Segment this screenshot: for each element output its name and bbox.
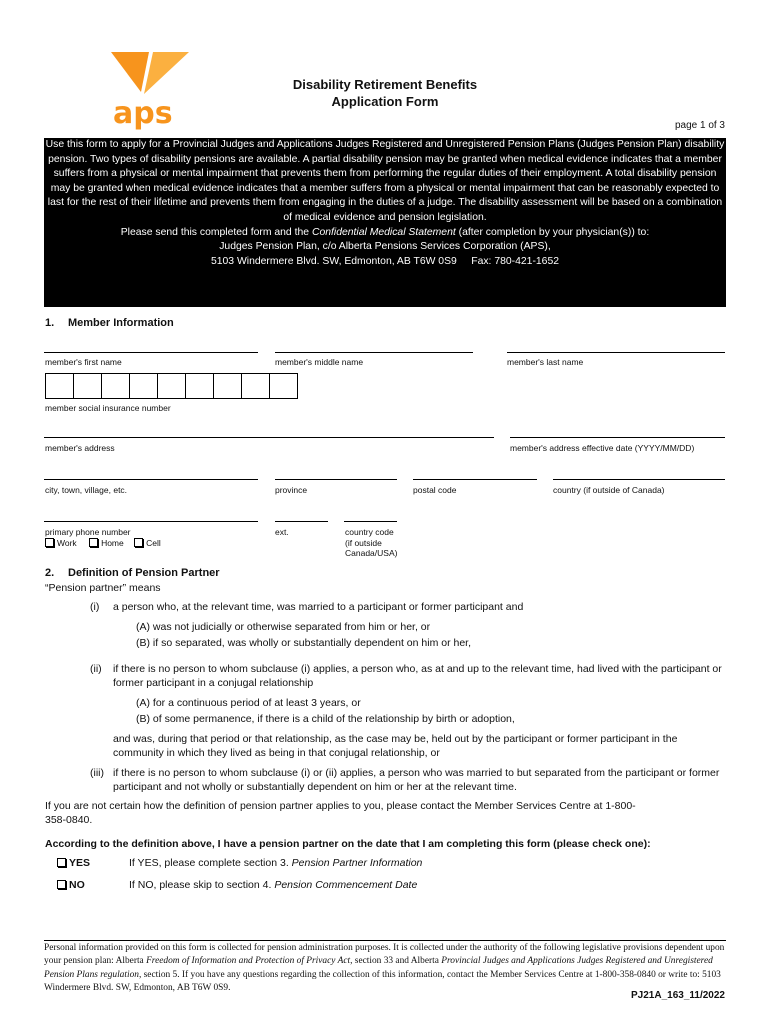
address-date-label: member's address effective date (YYYY/MM/DD) bbox=[510, 443, 695, 453]
work-label: Work bbox=[57, 538, 77, 548]
last-name-input[interactable] bbox=[507, 352, 725, 353]
address-input[interactable] bbox=[44, 437, 494, 438]
home-checkbox[interactable] bbox=[89, 538, 98, 547]
no-option[interactable] bbox=[57, 878, 85, 892]
postal-code-label: postal code bbox=[413, 485, 457, 495]
form-title-line2: Application Form bbox=[331, 94, 439, 109]
no-checkbox[interactable] bbox=[57, 880, 66, 889]
cell-label: Cell bbox=[146, 538, 161, 548]
clause-ii-and: and was, during that period or that relationship, as the case may be, held out by the participant or former participant in the community in which they lived as being in that conjugal relationship, or bbox=[113, 733, 678, 759]
sin-digit-box[interactable] bbox=[45, 373, 73, 399]
send-address-line2: 5103 Windermere Blvd. SW, Edmonton, AB T6W 0S9 Fax: 780-421-1652 bbox=[210, 255, 560, 267]
pension-partner-means: “Pension partner” means bbox=[45, 582, 161, 594]
clause-i-b: (B) if so separated, was wholly or substantially dependent on him or her, bbox=[136, 637, 472, 649]
province-input[interactable] bbox=[275, 479, 397, 480]
yes-instruction: If YES, please complete section 3. Pension Partner Information bbox=[129, 857, 423, 869]
work-checkbox[interactable] bbox=[45, 538, 54, 547]
address-label: member's address bbox=[45, 443, 115, 453]
phone-type-options bbox=[45, 538, 161, 548]
send-instructions: Please send this completed form and the Confidential Medical Statement (after completion by your physician(s)) to: bbox=[120, 226, 650, 238]
no-instruction: If NO, please skip to section 4. Pension Commencement Date bbox=[129, 879, 418, 891]
sin-input[interactable] bbox=[45, 373, 298, 397]
city-input[interactable] bbox=[44, 479, 258, 480]
clause-i-a: (A) was not judicially or otherwise separated from him or her, or bbox=[136, 621, 431, 633]
first-name-label: member's first name bbox=[45, 357, 122, 367]
ext-input[interactable] bbox=[275, 521, 328, 522]
sin-digit-box[interactable] bbox=[185, 373, 213, 399]
phone-input[interactable] bbox=[44, 521, 258, 522]
city-label: city, town, village, etc. bbox=[45, 485, 128, 495]
page-number: page 1 of 3 bbox=[674, 120, 725, 131]
aps-logo-icon bbox=[111, 52, 191, 102]
section1-heading: Member Information bbox=[68, 317, 174, 329]
phone-label: primary phone number bbox=[45, 527, 131, 537]
clause-iii-text: if there is no person to whom subclause (i) or (ii) applies, a person who was married to but separated from the participant or former participant and not wholly or substantially dependent on him or her at the relevant time. bbox=[113, 767, 720, 793]
middle-name-label: member's middle name bbox=[275, 357, 364, 367]
last-name-label: member's last name bbox=[507, 357, 584, 367]
according-statement: According to the definition above, I have a pension partner on the date that I am completing this form (please check one): bbox=[45, 838, 651, 850]
country-input[interactable] bbox=[553, 479, 725, 480]
postal-code-input[interactable] bbox=[413, 479, 537, 480]
country-code-input[interactable] bbox=[344, 521, 397, 522]
uncertain-note: If you are not certain how the definition of pension partner applies to you, please contact the Member Services Centre at 1-800-358-0840. bbox=[45, 800, 636, 826]
aps-logo-text: aps bbox=[113, 96, 173, 131]
no-label: NO bbox=[69, 879, 85, 891]
clause-i-text: a person who, at the relevant time, was married to a participant or former participant and bbox=[113, 601, 524, 613]
middle-name-input[interactable] bbox=[275, 352, 473, 353]
sin-digit-box[interactable] bbox=[241, 373, 269, 399]
form-code: PJ21A_163_11/2022 bbox=[631, 990, 725, 1001]
form-title-line1: Disability Retirement Benefits bbox=[292, 77, 478, 92]
sin-digit-box[interactable] bbox=[157, 373, 185, 399]
section2-number: 2. bbox=[45, 567, 55, 579]
intro-paragraph: Use this form to apply for a Provincial Judges and Applications Judges Registered and Unregistered Pension Plans (Judges Pension Plan) disability pension. Two types of disability pensions are available. A partial disability pension may be granted when medical evidence indicates that a member suffers from a physical or mental impairment that prevents them from performing the regular duties of their employment. A total disability pension may be granted when medical evidence indicates that a member suffers from a physical or mental impairment that can be reasonably expected to last for the rest of their lifetime and prevents them from engaging in the duties of a judge. The disability assessment will be based on a combination of medical evidence and pension legislation. bbox=[45, 139, 725, 223]
first-name-input[interactable] bbox=[44, 352, 258, 353]
clause-i-number: (i) bbox=[90, 601, 100, 613]
cell-checkbox[interactable] bbox=[134, 538, 143, 547]
province-label: province bbox=[275, 485, 308, 495]
ext-label: ext. bbox=[275, 527, 289, 537]
section1-number: 1. bbox=[45, 317, 55, 329]
send-address-line1: Judges Pension Plan, c/o Alberta Pensions Services Corporation (APS), bbox=[219, 241, 551, 253]
home-label: Home bbox=[101, 538, 124, 548]
country-code-label: country code (if outside Canada/USA) bbox=[345, 527, 398, 558]
sin-digit-box[interactable] bbox=[101, 373, 129, 399]
address-date-input[interactable] bbox=[510, 437, 725, 438]
clause-ii-text: if there is no person to whom subclause (i) applies, a person who, as at and up to the relevant time, had lived with the participant or former participant in a conjugal relationship bbox=[113, 663, 722, 689]
clause-iii-number: (iii) bbox=[90, 767, 104, 779]
sin-digit-box[interactable] bbox=[213, 373, 241, 399]
section2-heading: Definition of Pension Partner bbox=[68, 567, 220, 579]
sin-digit-box[interactable] bbox=[269, 373, 298, 399]
clause-ii-b: (B) of some permanence, if there is a child of the relationship by birth or adoption, bbox=[136, 713, 515, 725]
sin-digit-box[interactable] bbox=[129, 373, 157, 399]
privacy-notice: Personal information provided on this form is collected for pension administration purposes. It is collected under the authority of the following legislative provisions dependent upon your pension plan: Alberta Freedom of Information and Protection of Privacy Act, section 33 and Alberta Provincial Judges and Applications Judges Registered and Unregistered Pension Plans regulation, section 5. If you have any questions regarding the collection of this information, contact the Member Services Centre at 1-800-358-0840 or write to: 5103 Windermere Blvd. SW, Edmonton, AB T6W 0S9. bbox=[44, 940, 726, 996]
sin-label: member social insurance number bbox=[45, 403, 171, 413]
instructions-box bbox=[44, 138, 726, 307]
sin-digit-box[interactable] bbox=[73, 373, 101, 399]
yes-checkbox[interactable] bbox=[57, 858, 66, 867]
country-label: country (if outside of Canada) bbox=[553, 485, 665, 495]
clause-ii-number: (ii) bbox=[90, 663, 102, 675]
clause-ii-a: (A) for a continuous period of at least 3 years, or bbox=[136, 697, 361, 709]
yes-label: YES bbox=[69, 857, 91, 869]
yes-option[interactable] bbox=[57, 856, 90, 870]
